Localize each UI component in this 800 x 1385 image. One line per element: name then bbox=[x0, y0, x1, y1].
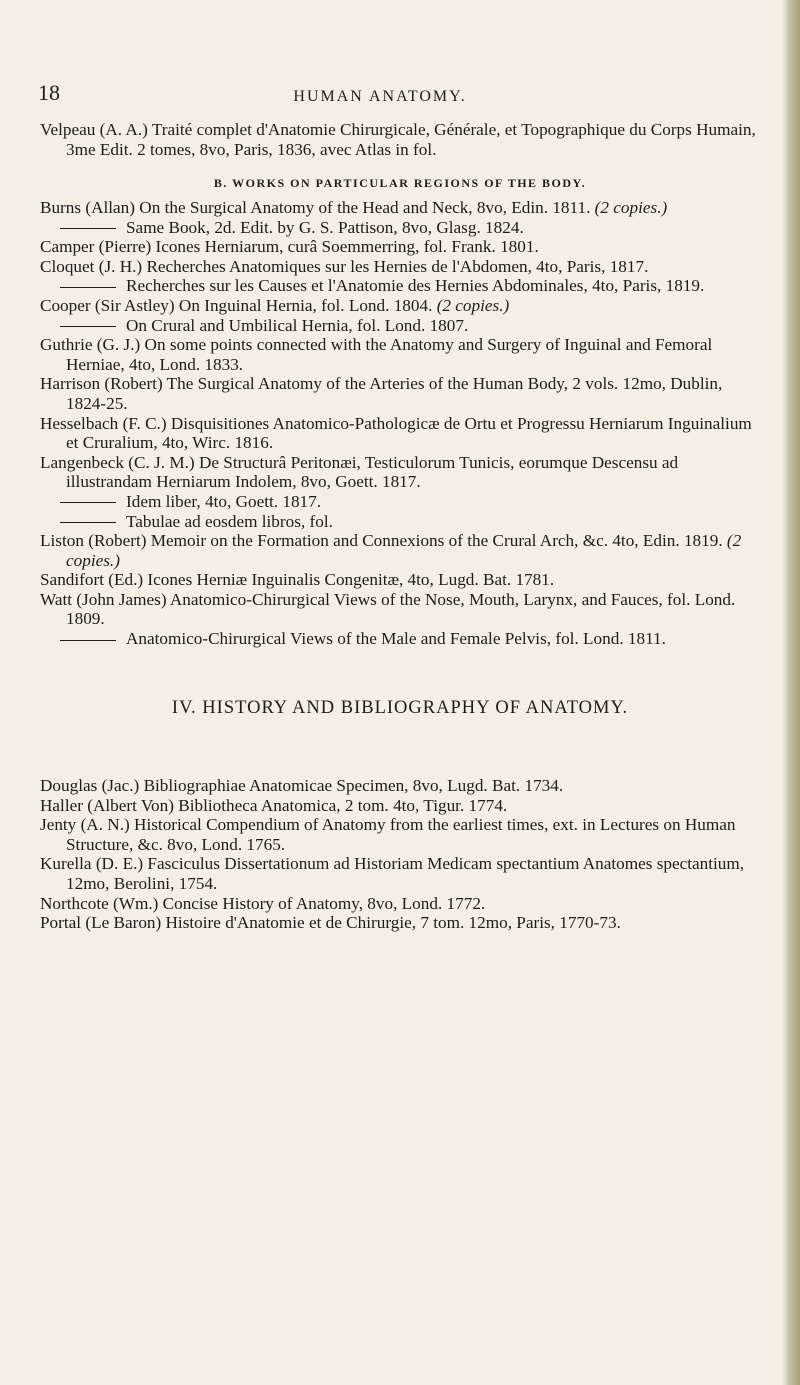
bibliography-entry: Jenty (A. N.) Historical Compendium of Anatomy from the earliest times, ext. in Lectures on Human Structure, &c. 8vo, Lond. 1765. bbox=[40, 815, 736, 854]
bibliography-entry bbox=[40, 570, 760, 590]
ditto-dash bbox=[60, 640, 116, 641]
section-heading: IV. HISTORY AND BIBLIOGRAPHY OF ANATOMY. bbox=[171, 698, 629, 718]
entry-text: Harrison (Robert) The Surgical Anatomy of the Arteries of the Human Body, 2 vols. 12mo, Dublin, 1824-25. bbox=[40, 374, 723, 413]
bibliography-entry: Velpeau (A. A.) Traité complet d'Anatomie Chirurgicale, Générale, et Topographique du Corps Humain, 3me Edit. 2 tomes, 8vo, Paris, 1836, avec Atlas in fol. bbox=[40, 120, 756, 159]
bibliography-entry: Douglas (Jac.) Bibliographiae Anatomicae Specimen, 8vo, Lugd. Bat. 1734. bbox=[40, 776, 564, 795]
entry-text: Cooper (Sir Astley) On Inguinal Hernia, fol. Lond. 1804. bbox=[40, 295, 433, 315]
bibliography-entry: Portal (Le Baron) Histoire d'Anatomie et de Chirurgie, 7 tom. 12mo, Paris, 1770-73. bbox=[40, 913, 621, 933]
subsection-b-list bbox=[40, 198, 760, 649]
bibliography-entry bbox=[40, 296, 760, 316]
page-edge-shadow bbox=[782, 0, 800, 1385]
page-number: 18 bbox=[38, 80, 60, 105]
entry-text: Tabulae ad eosdem libros, fol. bbox=[126, 511, 333, 531]
ditto-dash bbox=[60, 287, 116, 288]
bibliography-entry bbox=[40, 374, 760, 413]
entry-text: Liston (Robert) Memoir on the Formation and Connexions of the Crural Arch, &c. 4to, Edin. 1819. bbox=[40, 531, 723, 551]
ditto-dash bbox=[60, 326, 116, 327]
ditto-dash bbox=[60, 502, 116, 503]
top-entries bbox=[40, 120, 760, 159]
copies-note: (2 copies.) bbox=[594, 198, 668, 217]
bibliography-entry bbox=[40, 257, 760, 277]
entry-text: Guthrie (G. J.) On some points connected with the Anatomy and Surgery of Inguinal and Femoral Herniae, 4to, Lond. 1833. bbox=[40, 335, 713, 374]
entry-text: Langenbeck (C. J. M.) De Structurâ Peritonæi, Testiculorum Tunicis, eorumque Descensu ad illustrandam Herniarum Indolem, 8vo, Goett. 1817. bbox=[40, 452, 679, 492]
bibliography-entry bbox=[40, 414, 760, 453]
entry-text: Same Book, 2d. Edit. by G. S. Pattison, 8vo, Glasg. 1824. bbox=[126, 217, 524, 237]
entry-text: Cloquet (J. H.) Recherches Anatomiques sur les Hernies de l'Abdomen, 4to, Paris, 1817. bbox=[40, 256, 649, 276]
bibliography-entry: Northcote (Wm.) Concise History of Anatomy, 8vo, Lond. 1772. bbox=[40, 893, 486, 913]
bibliography-entry: Haller (Albert Von) Bibliotheca Anatomica, 2 tom. 4to, Tigur. 1774. bbox=[40, 795, 508, 815]
bibliography-entry bbox=[40, 629, 760, 649]
entry-text: Camper (Pierre) Icones Herniarum, curâ Soemmerring, fol. Frank. 1801. bbox=[40, 237, 539, 257]
bibliography-entry bbox=[40, 512, 760, 532]
bibliography-entry bbox=[40, 531, 760, 570]
bibliography-entry bbox=[40, 218, 760, 238]
copies-note: (2 copies.) bbox=[66, 531, 742, 570]
entry-text: Burns (Allan) On the Surgical Anatomy of the Head and Neck, 8vo, Edin. 1811. bbox=[40, 198, 591, 217]
bibliography-entry bbox=[40, 335, 760, 374]
bibliography-entry bbox=[40, 276, 760, 296]
running-head: HUMAN ANATOMY. bbox=[293, 88, 467, 105]
copies-note: (2 copies.) bbox=[436, 295, 510, 315]
bibliography-entry bbox=[40, 590, 760, 629]
bibliography-entry bbox=[40, 453, 760, 492]
bibliography-entry: Kurella (D. E.) Fasciculus Dissertationum ad Historiam Medicam spectantium Anatomes spectantium, 12mo, Berolini, 1754. bbox=[40, 854, 745, 893]
subsection-heading: B. WORKS ON PARTICULAR REGIONS OF THE BODY. bbox=[213, 176, 587, 190]
entry-text: Recherches sur les Causes et l'Anatomie des Hernies Abdominales, 4to, Paris, 1819. bbox=[126, 276, 705, 296]
bibliography-entry bbox=[40, 492, 760, 512]
bibliography-entry bbox=[40, 316, 760, 336]
bibliography-entry bbox=[40, 198, 760, 218]
entry-text: Idem liber, 4to, Goett. 1817. bbox=[126, 491, 322, 511]
ditto-dash bbox=[60, 228, 116, 229]
section-iv-list bbox=[40, 776, 760, 933]
entry-text: Anatomico-Chirurgical Views of the Male and Female Pelvis, fol. Lond. 1811. bbox=[126, 629, 666, 649]
ditto-dash bbox=[60, 522, 116, 523]
entry-text: Hesselbach (F. C.) Disquisitiones Anatomico-Pathologicæ de Ortu et Progressu Herniarum Inguinalium et Cruralium, 4to, Wirc. 1816. bbox=[40, 413, 752, 453]
entry-text: Sandifort (Ed.) Icones Herniæ Inguinalis Congenitæ, 4to, Lugd. Bat. 1781. bbox=[40, 570, 555, 590]
bibliography-entry bbox=[40, 237, 760, 257]
entry-text: On Crural and Umbilical Hernia, fol. Lond. 1807. bbox=[126, 315, 469, 335]
entry-text: Watt (John James) Anatomico-Chirurgical Views of the Nose, Mouth, Larynx, and Fauces, fol. Lond. 1809. bbox=[40, 589, 736, 629]
